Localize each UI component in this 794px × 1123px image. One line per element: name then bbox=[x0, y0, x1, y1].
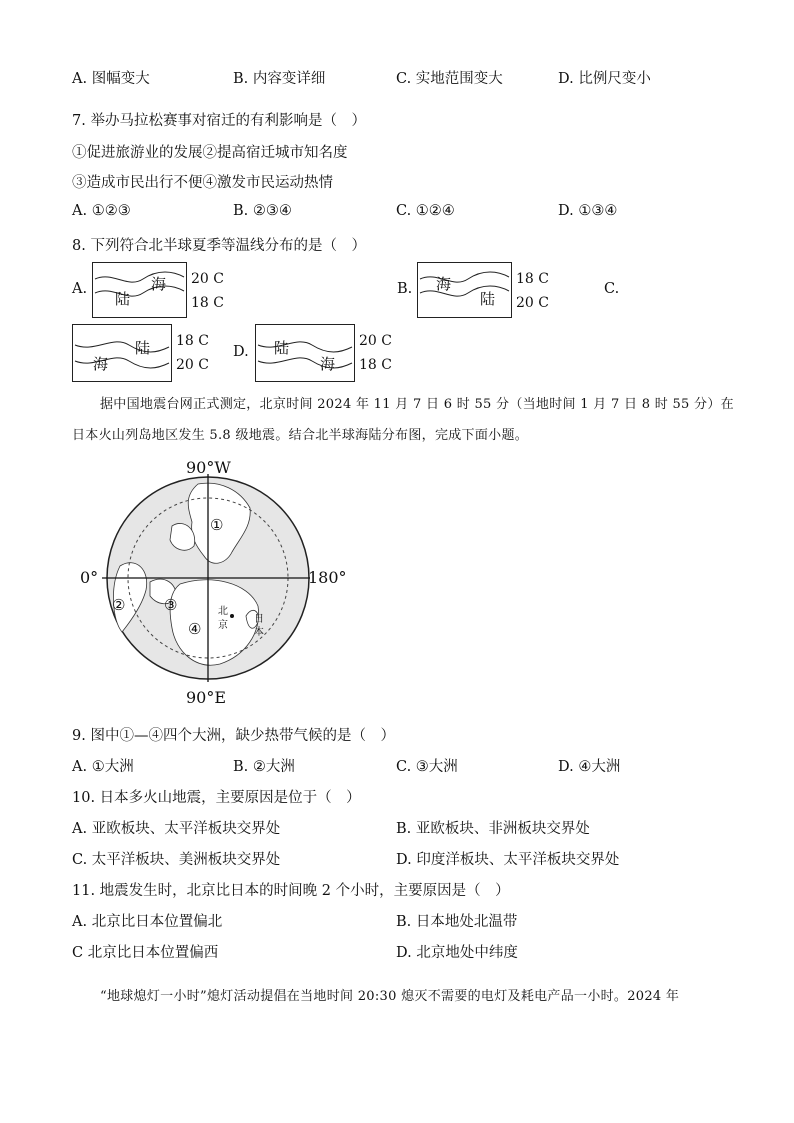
q9-option-a: A. ①大洲 bbox=[72, 759, 134, 775]
q8-diagram-b bbox=[417, 262, 512, 318]
continent-marker-3: ③ bbox=[164, 596, 178, 614]
q6-option-d: D. 比例尺变小 bbox=[558, 71, 651, 87]
temp-label: 20 C bbox=[359, 333, 392, 349]
q8-label-c: C. bbox=[604, 281, 620, 297]
beijing-label: 北 bbox=[218, 606, 228, 617]
land-label: 陆 bbox=[480, 290, 496, 308]
q10-option-c: C. 太平洋板块、美洲板块交界处 bbox=[72, 852, 281, 868]
passage-line: “地球熄灯一小时”熄灯活动提倡在当地时间 20:30 熄灭不需要的电灯及耗电产品一小时。2024 年 bbox=[100, 989, 680, 1004]
q6-option-b: B. 内容变详细 bbox=[233, 71, 326, 87]
temp-label: 20 C bbox=[191, 271, 224, 287]
q7-statement-2: ③造成市民出行不便④激发市民运动热情 bbox=[72, 175, 333, 191]
land-label: 陆 bbox=[274, 339, 290, 357]
q8-label-d: D. bbox=[233, 344, 249, 360]
q6-option-a: A. 图幅变大 bbox=[72, 71, 150, 87]
q10-option-a: A. 亚欧板块、太平洋板块交界处 bbox=[72, 821, 281, 837]
q11-stem: 11. 地震发生时，北京比日本的时间晚 2 个小时，主要原因是（ ） bbox=[72, 883, 510, 899]
sea-label: 海 bbox=[93, 355, 109, 373]
beijing-label: 京 bbox=[218, 620, 228, 631]
passage-line: 据中国地震台网正式测定，北京时间 2024 年 11 月 7 日 6 时 55 分（当地时间 1 月 7 日 8 时 55 分）在 bbox=[100, 397, 734, 412]
northern-hemisphere-map bbox=[80, 456, 360, 708]
q7-option-b: B. ②③④ bbox=[233, 203, 292, 219]
temp-label: 20 C bbox=[516, 295, 549, 311]
temp-label: 18 C bbox=[191, 295, 224, 311]
q10-option-d: D. 印度洋板块、太平洋板块交界处 bbox=[396, 852, 620, 868]
isotherm-lines bbox=[73, 325, 171, 381]
q9-option-d: D. ④大洲 bbox=[558, 759, 621, 775]
q11-option-c: C 北京比日本位置偏西 bbox=[72, 945, 219, 961]
passage-line: 日本火山列岛地区发生 5.8 级地震。结合北半球海陆分布图，完成下面小题。 bbox=[72, 428, 529, 443]
q8-stem: 8. 下列符合北半球夏季等温线分布的是（ ） bbox=[72, 238, 366, 254]
temp-label: 20 C bbox=[176, 357, 209, 373]
land-label: 陆 bbox=[135, 339, 151, 357]
q10-stem: 10. 日本多火山地震，主要原因是位于（ ） bbox=[72, 790, 361, 806]
longitude-label-bottom: 90°E bbox=[186, 688, 227, 707]
q8-diagram-d bbox=[255, 324, 355, 382]
q8-label-b: B. bbox=[397, 281, 413, 297]
q11-option-b: B. 日本地处北温带 bbox=[396, 914, 518, 930]
temp-label: 18 C bbox=[359, 357, 392, 373]
longitude-label-left: 0° bbox=[80, 568, 99, 587]
japan-label: 日 bbox=[254, 614, 264, 625]
q7-option-a: A. ①②③ bbox=[72, 203, 131, 219]
q10-option-b: B. 亚欧板块、非洲板块交界处 bbox=[396, 821, 590, 837]
q11-option-d: D. 北京地处中纬度 bbox=[396, 945, 518, 961]
isotherm-lines bbox=[256, 325, 354, 381]
isotherm-lines bbox=[93, 263, 186, 317]
q9-stem: 9. 图中①—④四个大洲，缺少热带气候的是（ ） bbox=[72, 728, 395, 744]
q11-option-a: A. 北京比日本位置偏北 bbox=[72, 914, 223, 930]
sea-label: 海 bbox=[151, 275, 167, 293]
sea-label: 海 bbox=[436, 275, 452, 293]
q7-stem: 7. 举办马拉松赛事对宿迁的有利影响是（ ） bbox=[72, 113, 366, 129]
q7-statement-1: ①促进旅游业的发展②提高宿迁城市知名度 bbox=[72, 145, 348, 161]
isotherm-lines bbox=[418, 263, 511, 317]
temp-label: 18 C bbox=[176, 333, 209, 349]
q8-diagram-a bbox=[92, 262, 187, 318]
continent-marker-4: ④ bbox=[188, 620, 202, 638]
q9-option-b: B. ②大洲 bbox=[233, 759, 295, 775]
land-label: 陆 bbox=[115, 290, 131, 308]
longitude-label-right: 180° bbox=[308, 568, 347, 587]
japan-label: 本 bbox=[254, 627, 264, 638]
q6-option-c: C. 实地范围变大 bbox=[396, 71, 503, 87]
q9-option-c: C. ③大洲 bbox=[396, 759, 458, 775]
sea-label: 海 bbox=[320, 355, 336, 373]
q7-option-d: D. ①③④ bbox=[558, 203, 618, 219]
q8-label-a: A. bbox=[72, 281, 88, 297]
temp-label: 18 C bbox=[516, 271, 549, 287]
longitude-label-top: 90°W bbox=[186, 458, 231, 477]
q7-option-c: C. ①②④ bbox=[396, 203, 455, 219]
continent-marker-1: ① bbox=[210, 516, 224, 534]
continent-marker-2: ② bbox=[112, 596, 126, 614]
q8-diagram-c bbox=[72, 324, 172, 382]
